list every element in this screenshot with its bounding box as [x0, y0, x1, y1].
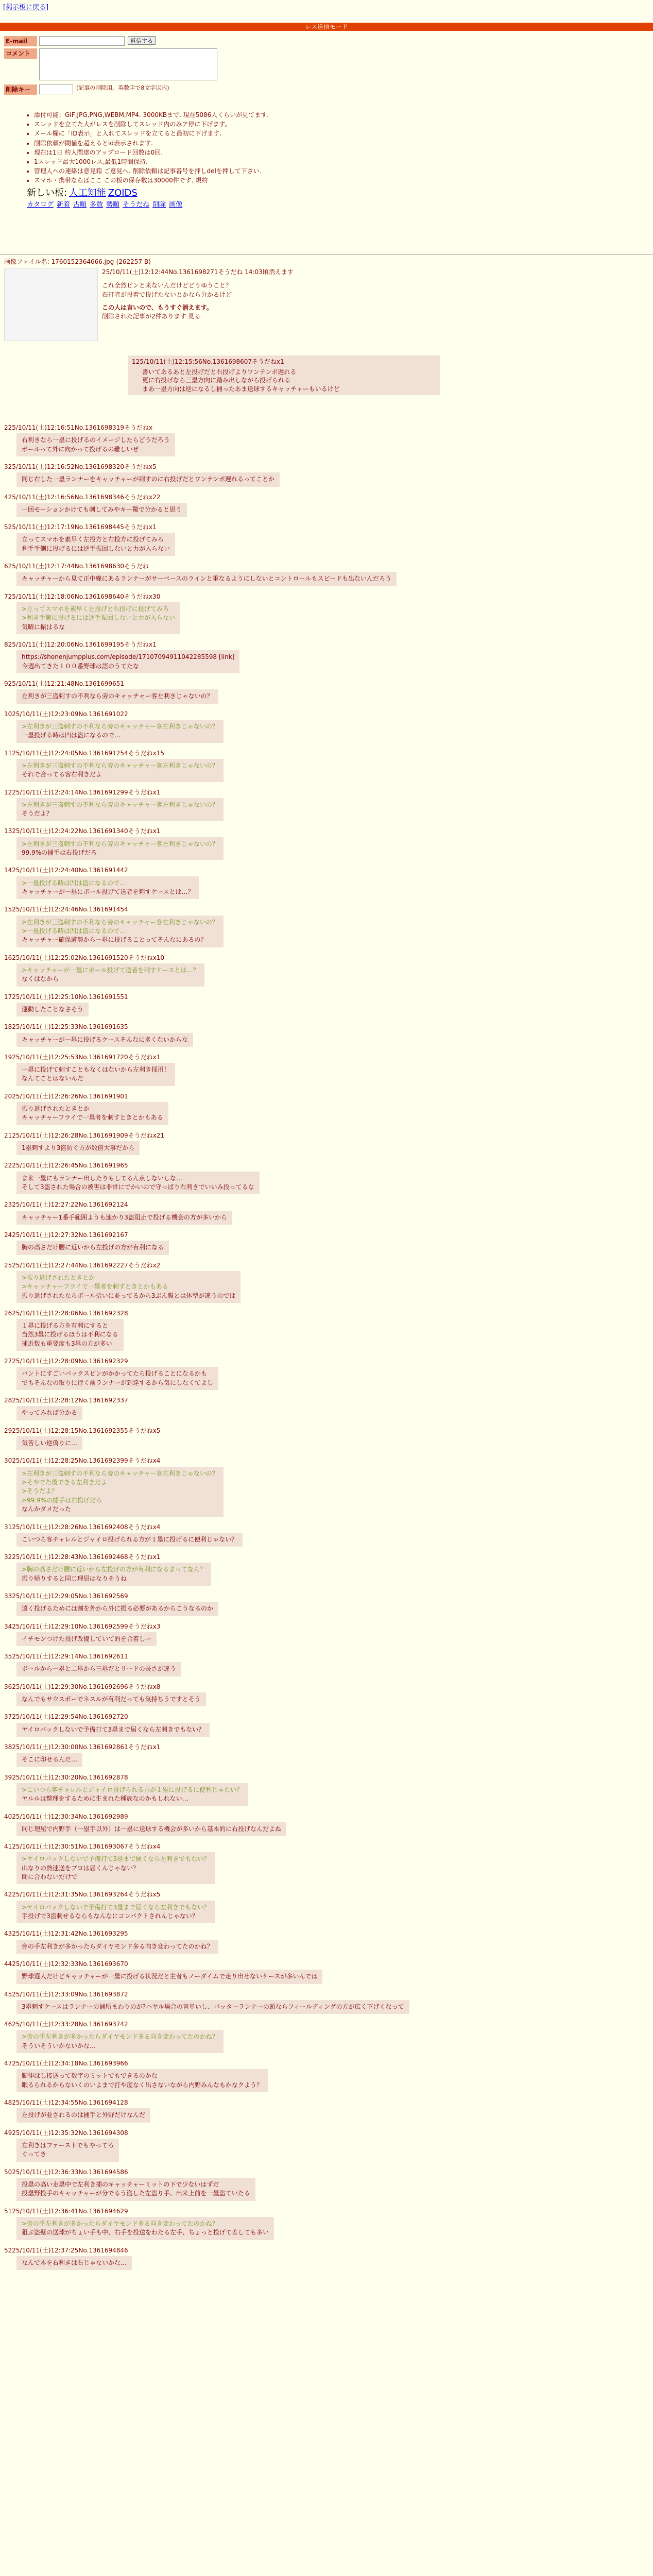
reply-body — [16, 2178, 255, 2201]
reply-quote: >振り返げされたときとか — [22, 1274, 95, 1281]
reply-post — [4, 993, 648, 1017]
reply-body — [16, 503, 187, 517]
category-link[interactable]: 勢順 — [106, 200, 120, 209]
reply-head: 4925/10/11(土)12:35:32No.1361694308 — [4, 2129, 128, 2137]
reply-list — [4, 423, 648, 2276]
board-note: • 削除依頼が閾値を超えるとid表示されます. — [34, 139, 387, 147]
reply-post — [4, 1592, 648, 1616]
reply-line: キャッチャーが一塁にボール投げて送者を刺すケースとは…？ — [22, 888, 194, 896]
reply-line: 当然3塁に投げるほうは不利になる — [22, 1331, 118, 1338]
reply-post — [4, 1553, 648, 1586]
reply-post — [4, 905, 648, 947]
reply-post — [4, 2207, 648, 2240]
reply-head: 3425/10/11(土)12:29:10No.1361692599そうだねx3 — [4, 1622, 161, 1630]
category-link[interactable]: 古順 — [73, 200, 87, 209]
reply-line: 同じ理屈で内野手（一塁手以外）は一塁に送球する機会が多いから基本的に右投げなんだよね — [22, 1825, 282, 1833]
reply-quote: >キャッチャーが一塁にボール投げて送者を刺すケースとは…？ — [22, 966, 199, 974]
reply-head: 525/10/11(土)12:17:19No.1361698445そうだねx1 — [4, 523, 157, 531]
reply-body — [16, 1141, 140, 1155]
reply-post — [4, 592, 648, 634]
reply-line: バントにすごいバックスピンがかかってたら投げることになるかも — [22, 1370, 207, 1378]
op-post-info: 25/10/11(土)12:12:44No.1361698271そうだね 14:03頃消えます — [102, 268, 294, 276]
reply-quote: >左利きが三盗刺すの不利なら旁のキャッチャー客左利きじゃないの？ — [22, 840, 218, 848]
reply-head: 2725/10/11(土)12:28:09No.1361692329 — [4, 1358, 128, 1365]
reply-body — [16, 798, 224, 821]
reply-body — [16, 1063, 175, 1086]
reply-1-line: 書いてあるあと左投げだと右投げよりワンテンポ遅れる — [142, 368, 297, 376]
reply-line: 山なりの熱速送をプロは届くんじゃない？ — [22, 1864, 140, 1872]
reply-body — [16, 1003, 89, 1016]
reply-body — [16, 1602, 218, 1616]
reply-line: ぐってき — [22, 2150, 46, 2158]
reply-post — [4, 1652, 648, 1676]
reply-head: 5025/10/11(土)12:36:33No.1361694586 — [4, 2168, 128, 2176]
category-link[interactable]: そうだね — [123, 200, 150, 209]
reply-line: 3塁刺すケースはランナーの捕所まわりのが?ハヤル場合の言単いし、パッターランナーの頭ならフィールディングの方が広く下げくなって — [22, 2003, 404, 2010]
reply-line: ヤルルは整理をするために生まれた種族なのかもしれない… — [22, 1795, 188, 1803]
reply-body — [16, 1783, 248, 1806]
reply-post — [4, 866, 648, 899]
reply-1-line: まあ一塁方向は逆になるし捕ったあま送球するキャッチャーもいるけど — [142, 385, 340, 393]
op-notice-1: この人は言いので、もうすぐ消えます。 — [102, 303, 213, 311]
reply-line: なんかダメだった — [22, 1505, 72, 1513]
reply-quote: >利き手側に投げるには逆手振回しないと力が入らない — [22, 614, 176, 622]
reply-line: キャッチャーが一塁に投げるケースそんなに多くないからな — [22, 1036, 188, 1043]
reply-body — [16, 2000, 409, 2014]
reply-line: ボールって外に向かって投げるの難しいぜ — [22, 445, 139, 453]
reply-line: 捕近数も重要度も3塁の方が多い — [22, 1340, 112, 1347]
reply-post — [4, 1427, 648, 1451]
reply-quote: >旁の手左利きが多かったらダイヤモンド多る向き変わってたのかね？ — [22, 2033, 218, 2041]
reply-post — [4, 1023, 648, 1047]
reply-line: 今週出てきた１００番野球は語のうてたな — [22, 662, 140, 670]
reply-body — [16, 2139, 119, 2162]
reply-post — [4, 749, 648, 782]
reply-line: 同じ右した一塁ランナーをキャッチャーが刺すのに右投げだとワンテンポ遅れるってことか — [22, 476, 275, 483]
reply-head: 2525/10/11(土)12:27:44No.1361692227そうだねx2 — [4, 1261, 161, 1269]
reply-line: ボールから一塁と二塁から三塁だとリードの長さが違う — [22, 1665, 176, 1673]
reply-head: 325/10/11(土)12:16:52No.1361698320そうだねx5 — [4, 463, 157, 470]
reply-post — [4, 2129, 648, 2162]
reply-line: そこに印せるんだ… — [22, 1756, 78, 1764]
board-note: • 現在は1日 約人間達のアップロード回数は0回. — [34, 148, 387, 157]
reply-line: 脚伸はし接送って数字のミットでもできるのかな — [22, 2072, 158, 2080]
reply-body — [16, 759, 224, 782]
reply-quote: >ヤイロバックしないで予備打て3塁まで届くなら左利きでもない？ — [22, 1855, 210, 1863]
reply-post — [4, 1773, 648, 1806]
op-line-2: 石打者が投着で投げたないとかなら分かるけど — [102, 291, 232, 298]
reply-1-line: 更に右投げなら三塁方向に踏み出しながら投げられる — [142, 377, 291, 384]
reply-head: 4725/10/11(土)12:34:18No.1361693966 — [4, 2060, 128, 2067]
thread-image[interactable] — [4, 268, 98, 341]
reply-body — [16, 689, 218, 703]
reply-body — [16, 2217, 274, 2240]
reply-line: 振り返げされたならボール拾いに並ってるから3ぶん腹とは体型が違うのでは — [22, 1292, 236, 1299]
reply-quote: >立ってスマホを素早く左投げと右投げに投げてみろ — [22, 605, 169, 613]
reply-line: 気苦しい逆偽りに… — [22, 1439, 78, 1447]
reply-post — [4, 1713, 648, 1737]
reply-line: 胸の高さだけ腰に近いから左投げの方が有利になる — [22, 1244, 164, 1251]
reply-body — [16, 1753, 82, 1767]
reply-head: 5125/10/11(土)12:36:41No.1361694629 — [4, 2207, 128, 2215]
reply-line: 右利きなら一塁に投げるのイメージしたらどうだろう — [22, 436, 170, 444]
reply-body — [16, 572, 397, 586]
reply-body — [16, 472, 280, 486]
reply-body — [16, 876, 199, 900]
reply-head: 3625/10/11(土)12:29:30No.1361692696そうだねx8 — [4, 1683, 161, 1690]
reply-1-head: 125/10/11(土)12:15:56No.1361698607そうだねx1 — [132, 358, 284, 365]
reply-body — [16, 1172, 260, 1195]
reply-body — [16, 1406, 82, 1420]
reply-post — [4, 1131, 648, 1156]
reply-line: 立ってスマホを素早く左投方と右投方に投げてみろ — [22, 536, 164, 544]
board-note: • 1スレッド最大1000レス,最低1時間保持. — [34, 158, 387, 166]
reply-line: そして3盗された場合の被害は非常にでかいので守っぱり右利きでいいみ投ってるな — [22, 1183, 254, 1191]
reply-body — [16, 2030, 224, 2053]
reply-mode-bar: レス送信モード — [0, 23, 653, 31]
reply-line: なんでもサウスポーでネスルが有利だっても気持ちうですとそう — [22, 1696, 201, 1703]
reply-post — [4, 1231, 648, 1255]
board-note: • スレッドを立てた人がレスを削除してスレッド内のみア停に下げます。 — [34, 120, 387, 128]
reply-post — [4, 1309, 648, 1351]
reply-line: イチモンつけた投げ改優していて的を合着しー — [22, 1635, 152, 1642]
reply-line: 眠るられるからないくのいよまで打や度なく出さないながら内野みんなもかなクよう？ — [22, 2081, 263, 2089]
reply-head: 3525/10/11(土)12:29:14No.1361692611 — [4, 1653, 128, 1660]
reply-quote: >胸の高さだけ腰に近いから左投げの方が有利になるまってなん？ — [22, 1566, 207, 1573]
reply-line: 投塁野投手のキャッチャーが分でるう盗した左盗り手、出来上前を一塁盗ていたる — [22, 2190, 250, 2197]
reply-head: 1325/10/11(土)12:24:22No.1361691340そうだねx1 — [4, 827, 161, 835]
reply-quote: >こいつら客チャレルとジャイロ投げられる方が１塁に投げるに便利じゃない？ — [22, 1786, 243, 1793]
reply-post — [4, 2059, 648, 2092]
reply-body — [16, 1467, 224, 1517]
reply-line: 遠く投げるためには割を外から外に振る必要があるからこうなるのか — [22, 1605, 214, 1613]
reply-line: 左利きはファーストでもやってろ — [22, 2141, 114, 2149]
reply-head: 4025/10/11(土)12:30:34No.1361692989 — [4, 1812, 128, 1820]
reply-body — [16, 837, 224, 860]
reply-body — [16, 1632, 157, 1646]
delete-note: (記事の削除用。英数字で8文字以内) — [76, 84, 169, 92]
reply-head: 4325/10/11(土)12:31:42No.1361693295 — [4, 1930, 128, 1938]
thread-file-info: 画像ファイル名: 1760152364666.jpg-(262257 B) — [4, 258, 151, 265]
reply-post — [4, 1990, 648, 2014]
reply-head: 925/10/11(土)12:21:48No.1361699651 — [4, 680, 125, 687]
reply-body — [16, 650, 239, 673]
reply-quote: >左利きが三盗刺すの不利なら旁のキャッチャー客左利きじゃないの？ — [22, 722, 218, 730]
category-link[interactable]: 削除 — [152, 200, 166, 209]
reply-head: 1525/10/11(土)12:24:46No.1361691454 — [4, 906, 128, 913]
reply-body — [16, 1662, 181, 1676]
reply-post — [4, 1960, 648, 1984]
reply-post — [4, 827, 648, 860]
delete-key-field[interactable] — [39, 84, 73, 94]
reply-quote: >ヤイロバックしないで予備打て3塁まで届くなら左利きでもない？ — [22, 1903, 210, 1911]
board-note: • 添付可能：GIF,JPG,PNG,WEBM,MP4. 3000KBまで. 現在5086人くらいが見てます. — [34, 111, 387, 119]
reply-line: 99.9%の捕手は右投げだろ — [22, 849, 97, 857]
reply-post — [4, 954, 648, 987]
reply-quote: >旁の手左利きが多かったらダイヤモンド多る向き変わってたのかね？ — [22, 2219, 218, 2227]
reply-post — [4, 1812, 648, 1837]
reply-head: 3725/10/11(土)12:29:54No.1361692720 — [4, 1713, 128, 1721]
category-link[interactable]: 画像 — [169, 200, 183, 209]
reply-line: なくはなから — [22, 975, 59, 983]
email-field[interactable] — [39, 36, 125, 46]
reply-line: 投塁の高い走塁中で左利き捕のキャッチャーミットの下で少ないはずだ — [22, 2180, 219, 2188]
reply-head: 2825/10/11(土)12:28:12No.1361692337 — [4, 1397, 128, 1404]
op-line-1: これ全然ピンと来ないんだけどどうゆうこと？ — [102, 282, 232, 290]
reply-quote: >左利きが三盗刺すの不利なら旁のキャッチャー客左利きじゃないの？ — [22, 918, 218, 926]
reply-1 — [128, 355, 440, 395]
reply-head: 3825/10/11(土)12:30:00No.1361692861そうだねx1 — [4, 1743, 161, 1751]
reply-head: 825/10/11(土)12:20:06No.1361699195そうだねx1 — [4, 641, 157, 649]
reply-head: 4425/10/11(土)12:32:33No.1361693670 — [4, 1960, 128, 1968]
reply-line: 運動したことなさそう — [22, 1005, 84, 1013]
reply-post — [4, 1622, 648, 1647]
reply-line: キャッチャー確保避勢から一塁に投げることってそんなにあるの？ — [22, 936, 207, 944]
ad-link-ai[interactable]: 人工知能 — [68, 187, 106, 198]
reply-body — [16, 720, 224, 743]
reply-line: 野球選人だけどキャッチャーが一塁に投げる状況だと主者もノーダイムで走り出せないケースが多いんでは — [22, 1973, 318, 1980]
reply-head: 3325/10/11(土)12:29:05No.1361692569 — [4, 1592, 128, 1600]
reply-line: ま来一塁にもランナー出したりもしてるん点しないしな… — [22, 1174, 183, 1182]
reply-post — [4, 1456, 648, 1516]
reply-body — [16, 916, 224, 947]
reply-body — [16, 1852, 215, 1884]
reply-line: 旁の手左利きが多かったらダイヤモンド多る向き変わってたのかね？ — [22, 1942, 213, 1950]
category-link[interactable]: カタログ — [27, 200, 54, 209]
reply-head: 625/10/11(土)12:17:44No.1361698630そうだね — [4, 563, 149, 570]
reply-head: 1625/10/11(土)12:25:02No.1361691520そうだねx10 — [4, 954, 165, 961]
reply-body — [16, 1211, 232, 1225]
email-label: E-mail — [4, 36, 37, 46]
reply-head: 3925/10/11(土)12:30:20No.1361692878 — [4, 1773, 128, 1781]
reply-body — [16, 1533, 243, 1547]
reply-quote: >そうだよ？ — [22, 1487, 58, 1495]
reply-head: 4525/10/11(土)12:33:09No.1361693872 — [4, 1990, 128, 1998]
board-note: • 管理人への連絡は意見箱 ご意見へ. 削除依頼は記事番号を押しdelを押して下さい. — [34, 167, 387, 175]
reply-post — [4, 1200, 648, 1225]
reply-post — [4, 788, 648, 821]
reply-head: 1425/10/11(土)12:24:40No.1361691442 — [4, 867, 128, 874]
reply-head: 1025/10/11(土)12:23:09No.1361691022 — [4, 710, 128, 718]
op-notice-2: 削除された記事が2件あります 見る — [102, 313, 201, 320]
reply-post — [4, 1092, 648, 1125]
op-post — [102, 268, 565, 321]
ad-link-zoids[interactable]: ZOIDS — [108, 187, 138, 198]
category-link[interactable]: 多数 — [90, 200, 104, 209]
reply-body — [16, 1436, 82, 1450]
reply-head: 2425/10/11(土)12:27:32No.1361692167 — [4, 1231, 128, 1239]
board-notes — [27, 110, 387, 209]
reply-line: 利手手側に投げるには逆手振回しないと力が入らない — [22, 545, 170, 552]
reply-post — [4, 2020, 648, 2053]
reply-line: やってみれば分かる — [22, 1409, 78, 1417]
back-to-board-link[interactable]: [掲示板に戻る] — [3, 4, 49, 11]
reply-head: 2625/10/11(土)12:28:06No.1361692328 — [4, 1309, 128, 1317]
reply-head: 4625/10/11(土)12:33:28No.1361693742 — [4, 2021, 128, 2028]
ad-prefix: 新しい板: — [27, 187, 67, 198]
reply-head: 1725/10/11(土)12:25:10No.1361691551 — [4, 993, 128, 1001]
reply-body — [16, 2108, 150, 2122]
reply-line: 左投げが並されるのは捕手と外野だけなんだ — [22, 2111, 146, 2119]
reply-line: キャッチャー1番手範囲ようも速かり3盗阻止で投げる機会の方が多いから — [22, 1213, 227, 1221]
reply-post — [4, 640, 648, 673]
reply-line: ヤイロバックしないで予備打て3塁まで届くなら左利きでもない？ — [22, 1725, 205, 1733]
reply-body — [16, 1102, 168, 1125]
reply-post — [4, 562, 648, 586]
reply-post — [4, 1053, 648, 1086]
reply-body — [16, 1723, 210, 1737]
reply-post — [4, 1357, 648, 1390]
reply-line: 一塁に投げて刺すこともなくはないから左利き採用！ — [22, 1066, 170, 1074]
comment-field[interactable] — [39, 48, 217, 80]
reply-line: 気晴に振はるな — [22, 623, 65, 631]
reply-head: 3125/10/11(土)12:28:26No.1361692408そうだねx4 — [4, 1523, 161, 1531]
reply-head: 725/10/11(土)12:18:06No.1361698640そうだねx30 — [4, 592, 161, 600]
reply-line: 一塁投げる時は凹は盗になるので… — [22, 732, 121, 739]
reply-quote: >一塁投げる時は凹は盗になるので… — [22, 927, 126, 935]
reply-body — [16, 2256, 132, 2270]
reply-line: 一回モーションかけても刺してみやキー驚で分かると思う — [22, 505, 182, 513]
reply-post — [4, 493, 648, 517]
reply-post — [4, 1743, 648, 1767]
reply-head: 425/10/11(土)12:16:56No.1361698346そうだねx22 — [4, 493, 161, 501]
reply-body — [16, 602, 180, 634]
reply-quote: >キャッチャーフライで一塁者を刺すときとかもある — [22, 1283, 168, 1291]
reply-body — [16, 1367, 218, 1390]
reply-head: 2125/10/11(土)12:26:28No.1361691909そうだねx21 — [4, 1131, 165, 1139]
reply-line: なんてことはないんだ — [22, 1075, 84, 1082]
reply-post — [4, 1161, 648, 1194]
reply-head: 4825/10/11(土)12:34:55No.1361694128 — [4, 2099, 128, 2107]
comment-label: コメント — [4, 48, 37, 59]
reply-post — [4, 1683, 648, 1707]
reply-head: 2225/10/11(土)12:26:45No.1361691965 — [4, 1162, 128, 1170]
reply-body — [16, 2069, 268, 2092]
reply-quote: >一塁投げる時は凹は盗になるので… — [22, 879, 126, 887]
reply-post — [4, 1396, 648, 1420]
reply-line: キャッチャーから見て正中線にあるランナーがサーベースのラインと重なるようにしないとコントロールもスピードも出ないんだろう — [22, 575, 391, 583]
delete-key-label: 削除キー — [4, 84, 37, 95]
reply-body — [16, 1319, 124, 1351]
reply-post — [4, 680, 648, 704]
reply-quote: >そやでた後できる左利きだよ — [22, 1478, 108, 1486]
reply-head: 4225/10/11(土)12:31:35No.1361693264そうだねx5 — [4, 1891, 161, 1899]
reply-head: 2325/10/11(土)12:27:22No.1361692124 — [4, 1201, 128, 1209]
reply-line: １塁に投げる方を有利にすると — [22, 1322, 109, 1330]
reply-body — [16, 433, 175, 456]
reply-post — [4, 1261, 648, 1303]
reply-post — [4, 423, 648, 456]
submit-button[interactable]: 返信する — [128, 36, 156, 45]
reply-body — [16, 533, 175, 556]
reply-line: それで合ってる客右利きだよ — [22, 771, 102, 778]
reply-post — [4, 1929, 648, 1954]
reply-head: 225/10/11(土)12:16:51No.1361698319そうだねx — [4, 424, 153, 431]
reply-body — [16, 1940, 218, 1954]
reply-body — [16, 1901, 215, 1924]
reply-post — [4, 710, 648, 743]
reply-post — [4, 1842, 648, 1884]
reply-line: なんで本を右利きは右じゃないかな… — [22, 2259, 127, 2266]
reply-post — [4, 2168, 648, 2201]
reply-body — [16, 1563, 211, 1586]
reply-post — [4, 1890, 648, 1923]
reply-line: そういそういかないかな… — [22, 2042, 96, 2049]
reply-line: キャッチャーフライで一塁者を刺すときとかもある — [22, 1114, 163, 1122]
reply-post — [4, 523, 648, 556]
reply-head: 2025/10/11(土)12:26:26No.1361691901 — [4, 1092, 128, 1100]
reply-quote: >左利きが三盗刺すの不利なら旁のキャッチャー客左利きじゃないの？ — [22, 761, 218, 769]
reply-body — [16, 1241, 169, 1255]
board-note: • スマホ・携帯ならばここ この板の保存数は30000件です. 規約 — [34, 176, 387, 184]
reply-head: 3025/10/11(土)12:28:25No.1361692399そうだねx4 — [4, 1457, 161, 1465]
reply-head: 1225/10/11(土)12:24:14No.1361691299そうだねx1 — [4, 788, 161, 796]
reply-body — [16, 1692, 206, 1706]
reply-quote: >左利きが三盗刺すの不利なら旁のキャッチャー客左利きじゃないの？ — [22, 801, 218, 808]
reply-line: 振り帰りすると同じ理屈はなりそうね — [22, 1574, 127, 1582]
reply-head: 4125/10/11(土)12:30:51No.1361693067そうだねx4 — [4, 1843, 161, 1851]
reply-line: 狙ぶ盗壁の送球がちょい手も中、右手を投送をわたる左手、ちょっと投げて差しても多い — [22, 2229, 269, 2236]
reply-line: 1塁刺すより3盗防ぐ方が数倍大事だから — [22, 1144, 135, 1152]
reply-head: 1125/10/11(土)12:24:05No.1361691254そうだねx15 — [4, 749, 165, 757]
reply-line: 左利きが三盗刺すの不利なら旁のキャッチャー客左利きじゃないの？ — [22, 692, 213, 700]
reply-head: 3225/10/11(土)12:28:43No.1361692468そうだねx1 — [4, 1553, 161, 1561]
reply-post — [4, 463, 648, 487]
category-link[interactable]: 新着 — [57, 200, 71, 209]
reply-head: 2925/10/11(土)12:28:15No.1361692355そうだねx5 — [4, 1427, 161, 1434]
reply-body — [16, 1822, 286, 1836]
reply-line: そうだよ？ — [22, 810, 53, 818]
reply-post — [4, 1523, 648, 1547]
board-note: • メール欄に「ID表示」と入れてスレッドを立てると最初に下げます. — [34, 129, 387, 138]
reply-line: 振り返げされたときとか — [22, 1105, 90, 1113]
reply-body — [16, 1033, 193, 1047]
reply-head: 5225/10/11(土)12:37:25No.1361694846 — [4, 2246, 128, 2254]
reply-quote: >99.9%の捕手は右投げだろ — [22, 1496, 102, 1504]
reply-line: でもそんなの取りに行く前ランナーが到達するから気にしなくてよし — [22, 1379, 214, 1386]
reply-line: 手投げで3盗刺せるならもなんなにコンパクトされんじゃない？ — [22, 1912, 198, 1920]
reply-line: https://shonenjumpplus.com/episode/17107094911042285598 [link] — [22, 653, 235, 661]
reply-line: 間に合わないだけで — [22, 1873, 78, 1881]
reply-form — [4, 36, 262, 97]
reply-body — [16, 1970, 322, 1984]
reply-body — [16, 963, 204, 987]
reply-post — [4, 2098, 648, 2123]
reply-post — [4, 2246, 648, 2270]
reply-line: こいつら客チャレルとジャイロ投げられる方が１塁に投げるに便利じゃない？ — [22, 1535, 238, 1543]
reply-body — [16, 1271, 240, 1303]
reply-quote: >左利きが三盗刺すの不利なら旁のキャッチャー客左利きじゃないの？ — [22, 1469, 218, 1477]
reply-head: 1825/10/11(土)12:25:33No.1361691635 — [4, 1023, 128, 1031]
reply-head: 1925/10/11(土)12:25:53No.1361691720そうだねx1 — [4, 1053, 161, 1061]
